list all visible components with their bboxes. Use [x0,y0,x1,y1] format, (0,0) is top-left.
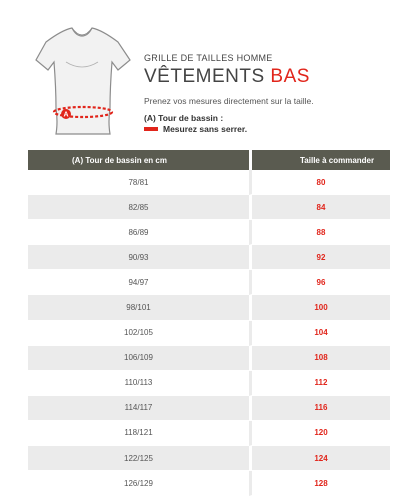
hip-measurement-cell: 90/93 [28,245,249,270]
hip-measurement-cell: 86/89 [28,220,249,245]
hip-measurement-cell: 98/101 [28,295,249,320]
table-row [28,295,390,320]
table-row [28,220,390,245]
legend-note-text: Mesurez sans serrer. [163,124,248,134]
table-row [28,195,390,220]
table-row [28,170,390,195]
hip-measurement-cell: 126/129 [28,471,249,496]
legend-swatch-icon [144,127,158,131]
size-to-order-cell: 96 [249,270,390,295]
table-body [28,170,390,496]
measure-instruction: Prenez vos mesures directement sur la taille. [144,96,314,106]
table-row [28,396,390,421]
hip-measurement-cell: 102/105 [28,321,249,346]
size-to-order-cell: 88 [249,220,390,245]
table-row [28,321,390,346]
size-to-order-cell: 116 [249,396,390,421]
size-table [28,150,390,496]
table-row [28,346,390,371]
hip-measurement-cell: 118/121 [28,421,249,446]
size-to-order-cell: 124 [249,446,390,471]
size-to-order-cell: 92 [249,245,390,270]
hip-measurement-cell: 106/109 [28,346,249,371]
table-row [28,371,390,396]
size-to-order-cell: 128 [249,471,390,496]
size-to-order-cell: 120 [249,421,390,446]
legend-note [144,124,247,134]
title-main: VÊTEMENTS [144,66,271,87]
table-row [28,471,390,496]
size-to-order-cell: 104 [249,321,390,346]
table-row [28,270,390,295]
size-to-order-cell: 84 [249,195,390,220]
table-row [28,446,390,471]
legend-label: (A) Tour de bassin : [144,113,224,123]
hip-measurement-cell: 82/85 [28,195,249,220]
size-guide-header [0,0,415,150]
hip-measurement-cell: 114/117 [28,396,249,421]
hip-measurement-cell: 110/113 [28,371,249,396]
torso-figure-icon [26,22,136,140]
column-header-size: Taille à commander [249,150,390,170]
size-to-order-cell: 80 [249,170,390,195]
table-header-row [28,150,390,170]
size-to-order-cell: 100 [249,295,390,320]
column-header-hip: (A) Tour de bassin en cm [28,150,249,170]
hip-measurement-cell: 122/125 [28,446,249,471]
hip-measurement-cell: 78/81 [28,170,249,195]
figure-marker-label: A [63,111,69,119]
size-guide-subtitle: GRILLE DE TAILLES HOMME [144,53,273,63]
size-to-order-cell: 108 [249,346,390,371]
table-row [28,245,390,270]
size-to-order-cell: 112 [249,371,390,396]
hip-measurement-cell: 94/97 [28,270,249,295]
page-title [144,66,310,88]
title-accent: BAS [270,66,310,87]
table-row [28,421,390,446]
